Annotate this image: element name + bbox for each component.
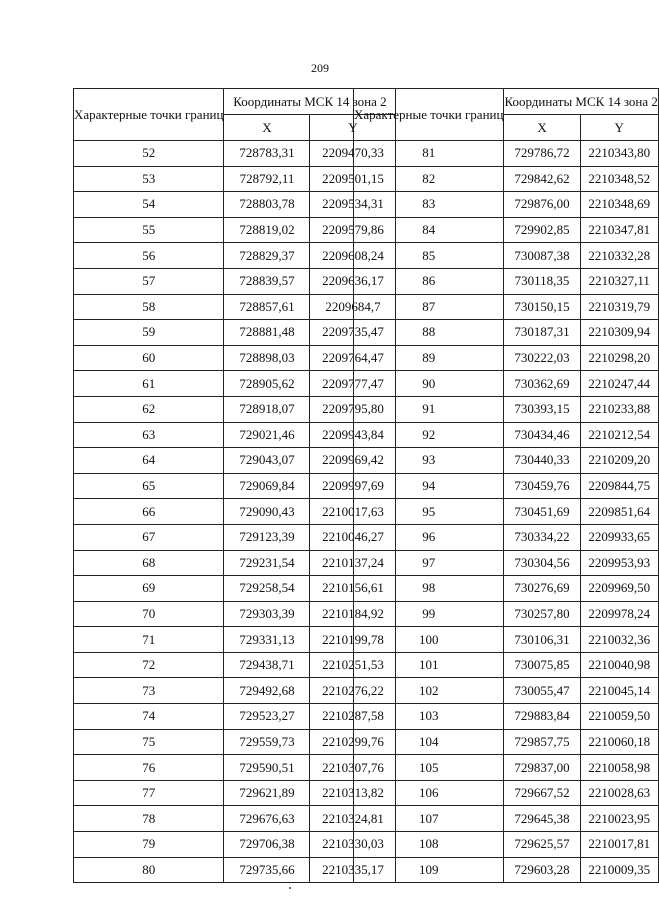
table-row	[74, 780, 396, 806]
table-row	[354, 755, 659, 781]
x-column-header: X	[224, 115, 310, 141]
y-cell: 2209978,24	[580, 601, 658, 627]
point-cell: 66	[74, 499, 224, 525]
x-cell: 728881,48	[224, 320, 310, 346]
x-cell: 730257,80	[504, 601, 580, 627]
table-row	[354, 832, 659, 858]
y-column-header: Y	[310, 115, 396, 141]
point-cell: 65	[74, 473, 224, 499]
point-cell: 96	[354, 524, 504, 550]
table-row	[354, 141, 659, 167]
point-cell: 54	[74, 192, 224, 218]
y-cell: 2210287,58	[310, 704, 396, 730]
x-cell: 730087,38	[504, 243, 580, 269]
x-cell: 729706,38	[224, 832, 310, 858]
point-cell: 103	[354, 704, 504, 730]
point-cell: 63	[74, 422, 224, 448]
y-cell: 2210276,22	[310, 678, 396, 704]
x-cell: 728898,03	[224, 345, 310, 371]
point-cell: 109	[354, 857, 504, 883]
point-cell: 53	[74, 166, 224, 192]
y-cell: 2210233,88	[580, 396, 658, 422]
point-cell: 52	[74, 141, 224, 167]
table-row	[354, 166, 659, 192]
table-row	[354, 473, 659, 499]
point-cell: 95	[354, 499, 504, 525]
x-cell: 729837,00	[504, 755, 580, 781]
y-cell: 2210017,81	[580, 832, 658, 858]
y-cell: 2210309,94	[580, 320, 658, 346]
y-cell: 2210156,61	[310, 576, 396, 602]
y-cell: 2209470,33	[310, 141, 396, 167]
y-cell: 2209969,50	[580, 576, 658, 602]
y-cell: 2210343,80	[580, 141, 658, 167]
point-cell: 82	[354, 166, 504, 192]
table-row	[354, 601, 659, 627]
y-cell: 2209997,69	[310, 473, 396, 499]
point-cell: 88	[354, 320, 504, 346]
point-cell: 74	[74, 704, 224, 730]
x-cell: 729667,52	[504, 780, 580, 806]
point-cell: 97	[354, 550, 504, 576]
x-cell: 729123,39	[224, 524, 310, 550]
table-row	[74, 268, 396, 294]
x-column-header: X	[504, 115, 580, 141]
x-cell: 730276,69	[504, 576, 580, 602]
point-cell: 89	[354, 345, 504, 371]
point-cell: 91	[354, 396, 504, 422]
y-cell: 2210348,69	[580, 192, 658, 218]
y-cell: 2210040,98	[580, 652, 658, 678]
y-cell: 2210251,53	[310, 652, 396, 678]
x-cell: 730304,56	[504, 550, 580, 576]
y-cell: 2210045,14	[580, 678, 658, 704]
x-cell: 730334,22	[504, 524, 580, 550]
point-cell: 57	[74, 268, 224, 294]
table-row	[74, 576, 396, 602]
x-cell: 729902,85	[504, 217, 580, 243]
table-row	[354, 422, 659, 448]
y-cell: 2209735,47	[310, 320, 396, 346]
table-row	[354, 448, 659, 474]
point-cell: 58	[74, 294, 224, 320]
y-cell: 2210046,27	[310, 524, 396, 550]
table-row	[74, 320, 396, 346]
table-row	[74, 832, 396, 858]
x-cell: 729523,27	[224, 704, 310, 730]
y-cell: 2210184,92	[310, 601, 396, 627]
table-row	[354, 524, 659, 550]
point-cell: 64	[74, 448, 224, 474]
x-cell: 728783,31	[224, 141, 310, 167]
point-cell: 98	[354, 576, 504, 602]
y-cell: 2209933,65	[580, 524, 658, 550]
table-row	[74, 448, 396, 474]
table-row	[74, 857, 396, 883]
x-cell: 730187,31	[504, 320, 580, 346]
table-row	[74, 678, 396, 704]
y-cell: 2210330,03	[310, 832, 396, 858]
table-row	[74, 601, 396, 627]
y-cell: 2210335,17	[310, 857, 396, 883]
point-cell: 84	[354, 217, 504, 243]
x-cell: 729603,28	[504, 857, 580, 883]
point-cell: 71	[74, 627, 224, 653]
table-row	[354, 729, 659, 755]
table-row	[74, 345, 396, 371]
table-row	[74, 499, 396, 525]
x-cell: 729645,38	[504, 806, 580, 832]
x-cell: 729438,71	[224, 652, 310, 678]
point-cell: 80	[74, 857, 224, 883]
point-cell: 105	[354, 755, 504, 781]
y-cell: 2210307,76	[310, 755, 396, 781]
x-cell: 729258,54	[224, 576, 310, 602]
x-cell: 729090,43	[224, 499, 310, 525]
stray-mark	[289, 887, 291, 889]
y-cell: 2210299,76	[310, 729, 396, 755]
points-column-header: Характерные точки границ	[74, 89, 224, 141]
x-cell: 729303,39	[224, 601, 310, 627]
y-cell: 2209608,24	[310, 243, 396, 269]
table-row	[354, 345, 659, 371]
point-cell: 76	[74, 755, 224, 781]
x-cell: 729876,00	[504, 192, 580, 218]
x-cell: 729786,72	[504, 141, 580, 167]
point-cell: 87	[354, 294, 504, 320]
point-cell: 99	[354, 601, 504, 627]
point-cell: 86	[354, 268, 504, 294]
coord-system-header: Координаты МСК 14 зона 2	[224, 89, 396, 115]
y-column-header: Y	[580, 115, 658, 141]
point-cell: 55	[74, 217, 224, 243]
point-cell: 60	[74, 345, 224, 371]
table-row	[74, 294, 396, 320]
table-row	[354, 320, 659, 346]
x-cell: 728857,61	[224, 294, 310, 320]
x-cell: 729625,57	[504, 832, 580, 858]
point-cell: 72	[74, 652, 224, 678]
y-cell: 2210324,81	[310, 806, 396, 832]
point-cell: 67	[74, 524, 224, 550]
table-row	[354, 576, 659, 602]
table-row	[354, 217, 659, 243]
x-cell: 729043,07	[224, 448, 310, 474]
x-cell: 730150,15	[504, 294, 580, 320]
coord-system-header: Координаты МСК 14 зона 2	[504, 89, 658, 115]
y-cell: 2210028,63	[580, 780, 658, 806]
y-cell: 2209764,47	[310, 345, 396, 371]
table-row	[74, 524, 396, 550]
point-cell: 83	[354, 192, 504, 218]
point-cell: 73	[74, 678, 224, 704]
table-row	[74, 755, 396, 781]
x-cell: 728792,11	[224, 166, 310, 192]
x-cell: 729735,66	[224, 857, 310, 883]
point-cell: 94	[354, 473, 504, 499]
y-cell: 2210199,78	[310, 627, 396, 653]
y-cell: 2210032,36	[580, 627, 658, 653]
y-cell: 2209969,42	[310, 448, 396, 474]
table-row	[74, 396, 396, 422]
y-cell: 2210332,28	[580, 243, 658, 269]
y-cell: 2210313,82	[310, 780, 396, 806]
point-cell: 77	[74, 780, 224, 806]
coordinates-table-right	[353, 88, 659, 883]
x-cell: 729069,84	[224, 473, 310, 499]
x-cell: 730451,69	[504, 499, 580, 525]
y-cell: 2209534,31	[310, 192, 396, 218]
x-cell: 728829,37	[224, 243, 310, 269]
table-row	[74, 729, 396, 755]
x-cell: 729621,89	[224, 780, 310, 806]
point-cell: 90	[354, 371, 504, 397]
table-row	[74, 371, 396, 397]
x-cell: 730459,76	[504, 473, 580, 499]
table-row	[74, 422, 396, 448]
x-cell: 730055,47	[504, 678, 580, 704]
point-cell: 102	[354, 678, 504, 704]
x-cell: 730362,69	[504, 371, 580, 397]
table-row	[354, 652, 659, 678]
table-row	[74, 141, 396, 167]
table-row	[74, 806, 396, 832]
point-cell: 79	[74, 832, 224, 858]
table-row	[354, 499, 659, 525]
table-row	[354, 678, 659, 704]
x-cell: 730440,33	[504, 448, 580, 474]
point-cell: 70	[74, 601, 224, 627]
table-row	[74, 166, 396, 192]
y-cell: 2210017,63	[310, 499, 396, 525]
table-row	[354, 268, 659, 294]
table-row	[74, 627, 396, 653]
point-cell: 93	[354, 448, 504, 474]
point-cell: 56	[74, 243, 224, 269]
table-row	[74, 704, 396, 730]
point-cell: 107	[354, 806, 504, 832]
y-cell: 2210347,81	[580, 217, 658, 243]
y-cell: 2210009,35	[580, 857, 658, 883]
table-row	[354, 550, 659, 576]
x-cell: 730434,46	[504, 422, 580, 448]
point-cell: 62	[74, 396, 224, 422]
x-cell: 729842,62	[504, 166, 580, 192]
y-cell: 2210137,24	[310, 550, 396, 576]
x-cell: 729857,75	[504, 729, 580, 755]
x-cell: 730118,35	[504, 268, 580, 294]
y-cell: 2209851,64	[580, 499, 658, 525]
x-cell: 729590,51	[224, 755, 310, 781]
y-cell: 2209579,86	[310, 217, 396, 243]
point-cell: 104	[354, 729, 504, 755]
table-row	[354, 396, 659, 422]
y-cell: 2210247,44	[580, 371, 658, 397]
x-cell: 728839,57	[224, 268, 310, 294]
point-cell: 69	[74, 576, 224, 602]
x-cell: 729492,68	[224, 678, 310, 704]
point-cell: 100	[354, 627, 504, 653]
y-cell: 2209844,75	[580, 473, 658, 499]
point-cell: 106	[354, 780, 504, 806]
table-row	[74, 652, 396, 678]
table-row	[354, 243, 659, 269]
x-cell: 730106,31	[504, 627, 580, 653]
x-cell: 728905,62	[224, 371, 310, 397]
x-cell: 729231,54	[224, 550, 310, 576]
y-cell: 2209795,80	[310, 396, 396, 422]
y-cell: 2210327,11	[580, 268, 658, 294]
point-cell: 78	[74, 806, 224, 832]
x-cell: 728819,02	[224, 217, 310, 243]
x-cell: 729331,13	[224, 627, 310, 653]
y-cell: 2210209,20	[580, 448, 658, 474]
point-cell: 85	[354, 243, 504, 269]
point-cell: 59	[74, 320, 224, 346]
y-cell: 2210023,95	[580, 806, 658, 832]
point-cell: 68	[74, 550, 224, 576]
table-row	[74, 243, 396, 269]
y-cell: 2210319,79	[580, 294, 658, 320]
table-row	[354, 704, 659, 730]
x-cell: 729559,73	[224, 729, 310, 755]
y-cell: 2209684,7	[310, 294, 396, 320]
table-row	[74, 192, 396, 218]
point-cell: 81	[354, 141, 504, 167]
y-cell: 2209777,47	[310, 371, 396, 397]
x-cell: 730393,15	[504, 396, 580, 422]
points-column-header: Характерные точки границ	[354, 89, 504, 141]
x-cell: 729676,63	[224, 806, 310, 832]
y-cell: 2210058,98	[580, 755, 658, 781]
x-cell: 729883,84	[504, 704, 580, 730]
y-cell: 2210348,52	[580, 166, 658, 192]
coordinates-table-left	[73, 88, 396, 883]
table-row	[354, 806, 659, 832]
table-row	[354, 780, 659, 806]
point-cell: 101	[354, 652, 504, 678]
table-row	[354, 192, 659, 218]
y-cell: 2210298,20	[580, 345, 658, 371]
point-cell: 92	[354, 422, 504, 448]
y-cell: 2209943,84	[310, 422, 396, 448]
point-cell: 75	[74, 729, 224, 755]
y-cell: 2209636,17	[310, 268, 396, 294]
y-cell: 2209953,93	[580, 550, 658, 576]
table-row	[354, 627, 659, 653]
page-number: 209	[311, 61, 329, 75]
x-cell: 730222,03	[504, 345, 580, 371]
table-row	[354, 371, 659, 397]
x-cell: 728918,07	[224, 396, 310, 422]
table-row	[74, 550, 396, 576]
point-cell: 61	[74, 371, 224, 397]
x-cell: 728803,78	[224, 192, 310, 218]
table-row	[354, 294, 659, 320]
x-cell: 729021,46	[224, 422, 310, 448]
table-row	[74, 473, 396, 499]
y-cell: 2210059,50	[580, 704, 658, 730]
x-cell: 730075,85	[504, 652, 580, 678]
table-row	[354, 857, 659, 883]
table-row	[74, 217, 396, 243]
point-cell: 108	[354, 832, 504, 858]
y-cell: 2209501,15	[310, 166, 396, 192]
y-cell: 2210060,18	[580, 729, 658, 755]
y-cell: 2210212,54	[580, 422, 658, 448]
